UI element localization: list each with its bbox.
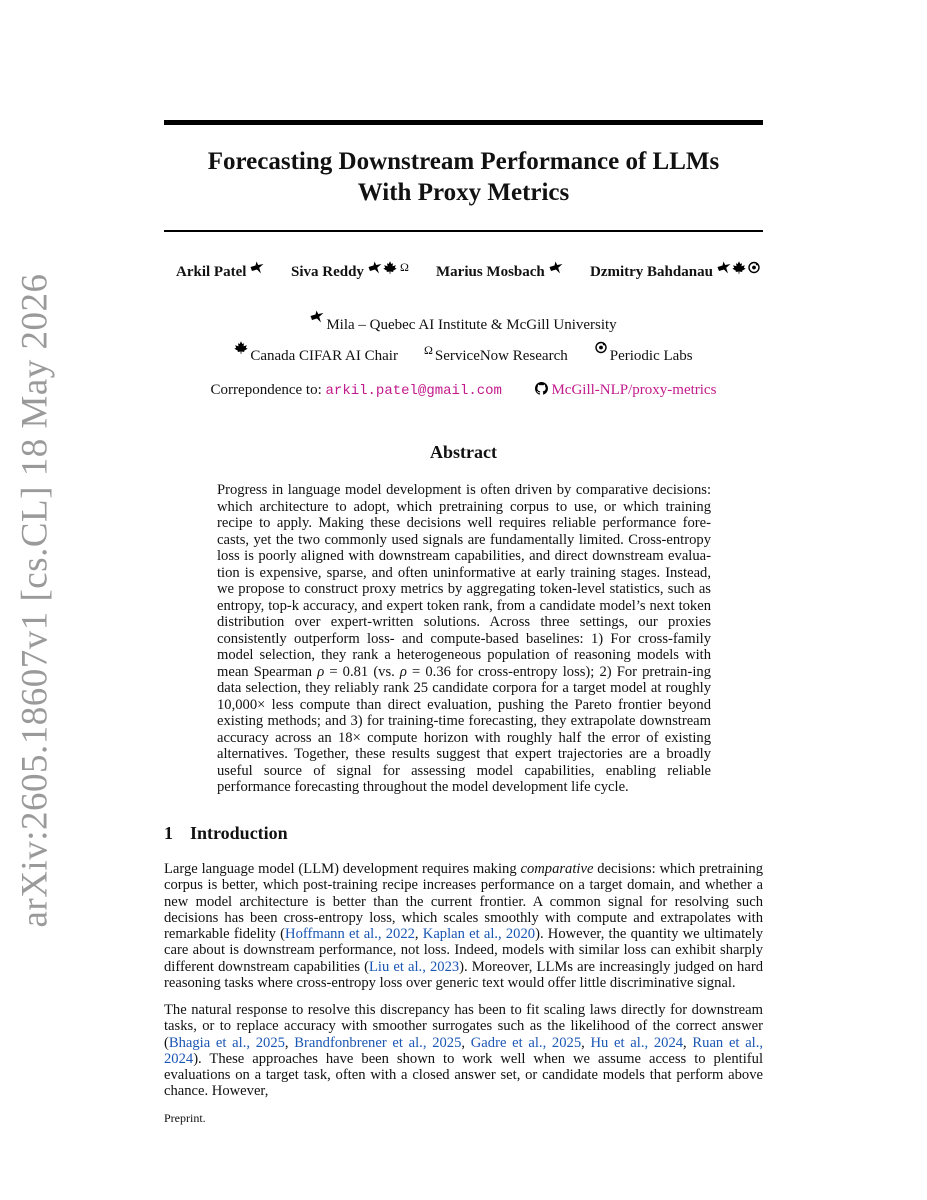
- omega-symbol: Ω: [423, 343, 433, 357]
- author-siva-reddy: [291, 260, 409, 281]
- correspondence-line: [164, 382, 763, 399]
- author-marius-mosbach: [436, 264, 563, 281]
- mila-bird-icon: [368, 261, 382, 274]
- arxiv-identifier: [8, 272, 62, 928]
- abstract-value: = 0.36: [406, 663, 451, 680]
- abstract-text: Progress in language model development is often driven by comparative decisions: which architecture to adopt, which pretraining corpus to use, or which training recipe to apply. Making these decisions well requires reliable performance fore-casts, yet the two commonly used signals are fundamentally limited. Cross-entropy loss is poorly aligned with downstream capabilities, and direct downstream evalua-tion is expensive, sparse, and often uninformative at early training stages. Instead, we propose to construct proxy metrics by aggregating token-level statistics, such as entropy, top-k accuracy, and expert token rank, from a candidate model’s next token distribution over expert-written solutions. Across three settings, our proxies consistently outperform loss- and compute-based baselines: 1) For cross-family model selection, they rank a heterogeneous population of reasoning models with mean Spearman: [217, 482, 711, 680]
- rho-symbol: ρ: [317, 663, 325, 680]
- abstract-body: [217, 482, 711, 796]
- paragraph-text: Large language model (LLM) development requires making: [164, 861, 521, 877]
- paragraph-text: The natural response to resolve this discrepancy has been to fit scaling laws directly for downstream tasks, or to replace accuracy with smoother surrogates such as the likelihood of the correct answer (: [164, 1002, 763, 1051]
- author-name: Marius Mosbach: [436, 264, 545, 280]
- paragraph-text: ,: [461, 1034, 471, 1051]
- affiliation-cifar-text: Canada CIFAR AI Chair: [250, 348, 398, 364]
- author-arkil-patel: [176, 264, 264, 281]
- citation-link[interactable]: Hu et al., 2024: [590, 1034, 684, 1051]
- abstract-heading: Abstract: [430, 442, 497, 462]
- citation-link[interactable]: Kaplan et al., 2020: [422, 926, 536, 943]
- section-heading-introduction: [164, 823, 288, 844]
- mila-bird-icon: [310, 310, 324, 323]
- rho-symbol: ρ: [399, 663, 407, 680]
- affiliation-periodic-text: Periodic Labs: [609, 348, 693, 364]
- author-dzmitry-bahdanau: [590, 264, 761, 281]
- paragraph-text: ,: [683, 1034, 693, 1051]
- intro-paragraph-1: [164, 861, 763, 991]
- maple-leaf-icon: [732, 261, 746, 274]
- citation-link[interactable]: Bhagia et al., 2025: [168, 1034, 285, 1051]
- author-list: [164, 260, 774, 294]
- abstract-text: compute horizon with roughly half the error of existing alternatives. Together, these results suggest that expert trajectories are a broadly useful source of signal for assessing model capabilities, enabling reliable performance forecasting throughout the model development life cycle.: [217, 729, 711, 795]
- correspondence-label: Correpondence to:: [210, 382, 322, 398]
- affiliation-mila-text: Mila – Quebec AI Institute & McGill University: [326, 317, 617, 333]
- intro-paragraph-2: [164, 1002, 763, 1100]
- paper-title: [164, 146, 763, 208]
- affiliation-row-2: [164, 343, 763, 365]
- paragraph-text: ). Moreover, LLMs are increasingly judged on hard reasoning tasks where cross-entropy loss over generic text would offer little discriminative signal.: [164, 958, 763, 992]
- title-top-rule: [164, 120, 763, 125]
- author-name: Dzmitry Bahdanau: [590, 264, 713, 280]
- author-name: Siva Reddy: [291, 264, 364, 280]
- citation-link[interactable]: Ruan et al., 2024: [164, 1034, 764, 1067]
- citation-link[interactable]: Hoffmann et al., 2022: [285, 926, 415, 943]
- emphasis-text: comparative: [520, 861, 594, 877]
- arxiv-identifier-text: arXiv:2605.18607v1 [cs.CL] 18 May 2026: [14, 272, 56, 928]
- section-number: 1: [164, 823, 173, 843]
- citation-link[interactable]: Liu et al., 2023: [368, 958, 460, 975]
- omega-symbol: Ω: [399, 260, 409, 274]
- abstract-value: 10,000×: [217, 696, 266, 713]
- citation-link[interactable]: Gadre et al., 2025: [470, 1034, 582, 1051]
- title-bottom-rule: [164, 230, 763, 232]
- paragraph-text: ,: [414, 926, 423, 943]
- mila-bird-icon: [250, 261, 264, 274]
- abstract-value: 18×: [338, 729, 361, 746]
- affiliation-mila: [164, 316, 763, 334]
- paragraph-text: ). However, the quantity we ultimately care about is downstream performance, not loss. Indeed, models with similar loss can exhibit sharply different downstream capabilities (: [164, 926, 763, 975]
- paragraph-text: decisions: which pretraining corpus is better, which post-training recipe increases performance on a target domain, and whether a new model architecture is better than the current frontier. A common signal for resolving such decisions has been cross-entropy loss, which scales smoothly with compute and extrapolates with remarkable fidelity (: [164, 861, 763, 943]
- mila-bird-icon: [717, 261, 731, 274]
- abstract-text: less compute than direct evaluation, pushing the Pareto frontier beyond existing methods; and 3) for training-time forecasting, they extrapolate downstream accuracy across an: [217, 696, 711, 746]
- abstract-text: for cross-entropy loss); 2) For pretrain-ing data selection, they reliably rank 25 candidate corpora for a target model at roughly: [217, 663, 711, 696]
- maple-leaf-icon: [383, 261, 397, 274]
- paragraph-text: ). These approaches have been shown to work well when we assume access to plentiful evaluations on a target task, often with a closed answer set, or candidate models that perform above chance. However,: [164, 1050, 763, 1100]
- citation-link[interactable]: Brandfonbrener et al., 2025: [294, 1034, 462, 1051]
- abstract-value: = 0.81: [324, 663, 369, 680]
- maple-leaf-icon: [234, 341, 248, 354]
- periodic-circle-icon: [747, 261, 761, 274]
- author-name: Arkil Patel: [176, 264, 247, 280]
- repo-link[interactable]: McGill-NLP/proxy-metrics: [551, 382, 717, 398]
- footer-note: Preprint.: [164, 1111, 206, 1125]
- affiliation-servicenow-text: ServiceNow Research: [434, 348, 568, 364]
- paper-title-line-2: With Proxy Metrics: [357, 179, 570, 206]
- section-title: Introduction: [190, 823, 288, 843]
- abstract-text: (vs.: [368, 663, 400, 680]
- paper-title-line-1: Forecasting Downstream Performance of LLMs: [207, 148, 720, 175]
- github-icon: [535, 382, 548, 395]
- periodic-circle-icon: [594, 341, 608, 354]
- mila-bird-icon: [549, 261, 563, 274]
- email-link[interactable]: arkil.patel@gmail.com: [325, 383, 502, 399]
- paragraph-text: ,: [284, 1034, 295, 1051]
- paragraph-text: ,: [581, 1034, 591, 1051]
